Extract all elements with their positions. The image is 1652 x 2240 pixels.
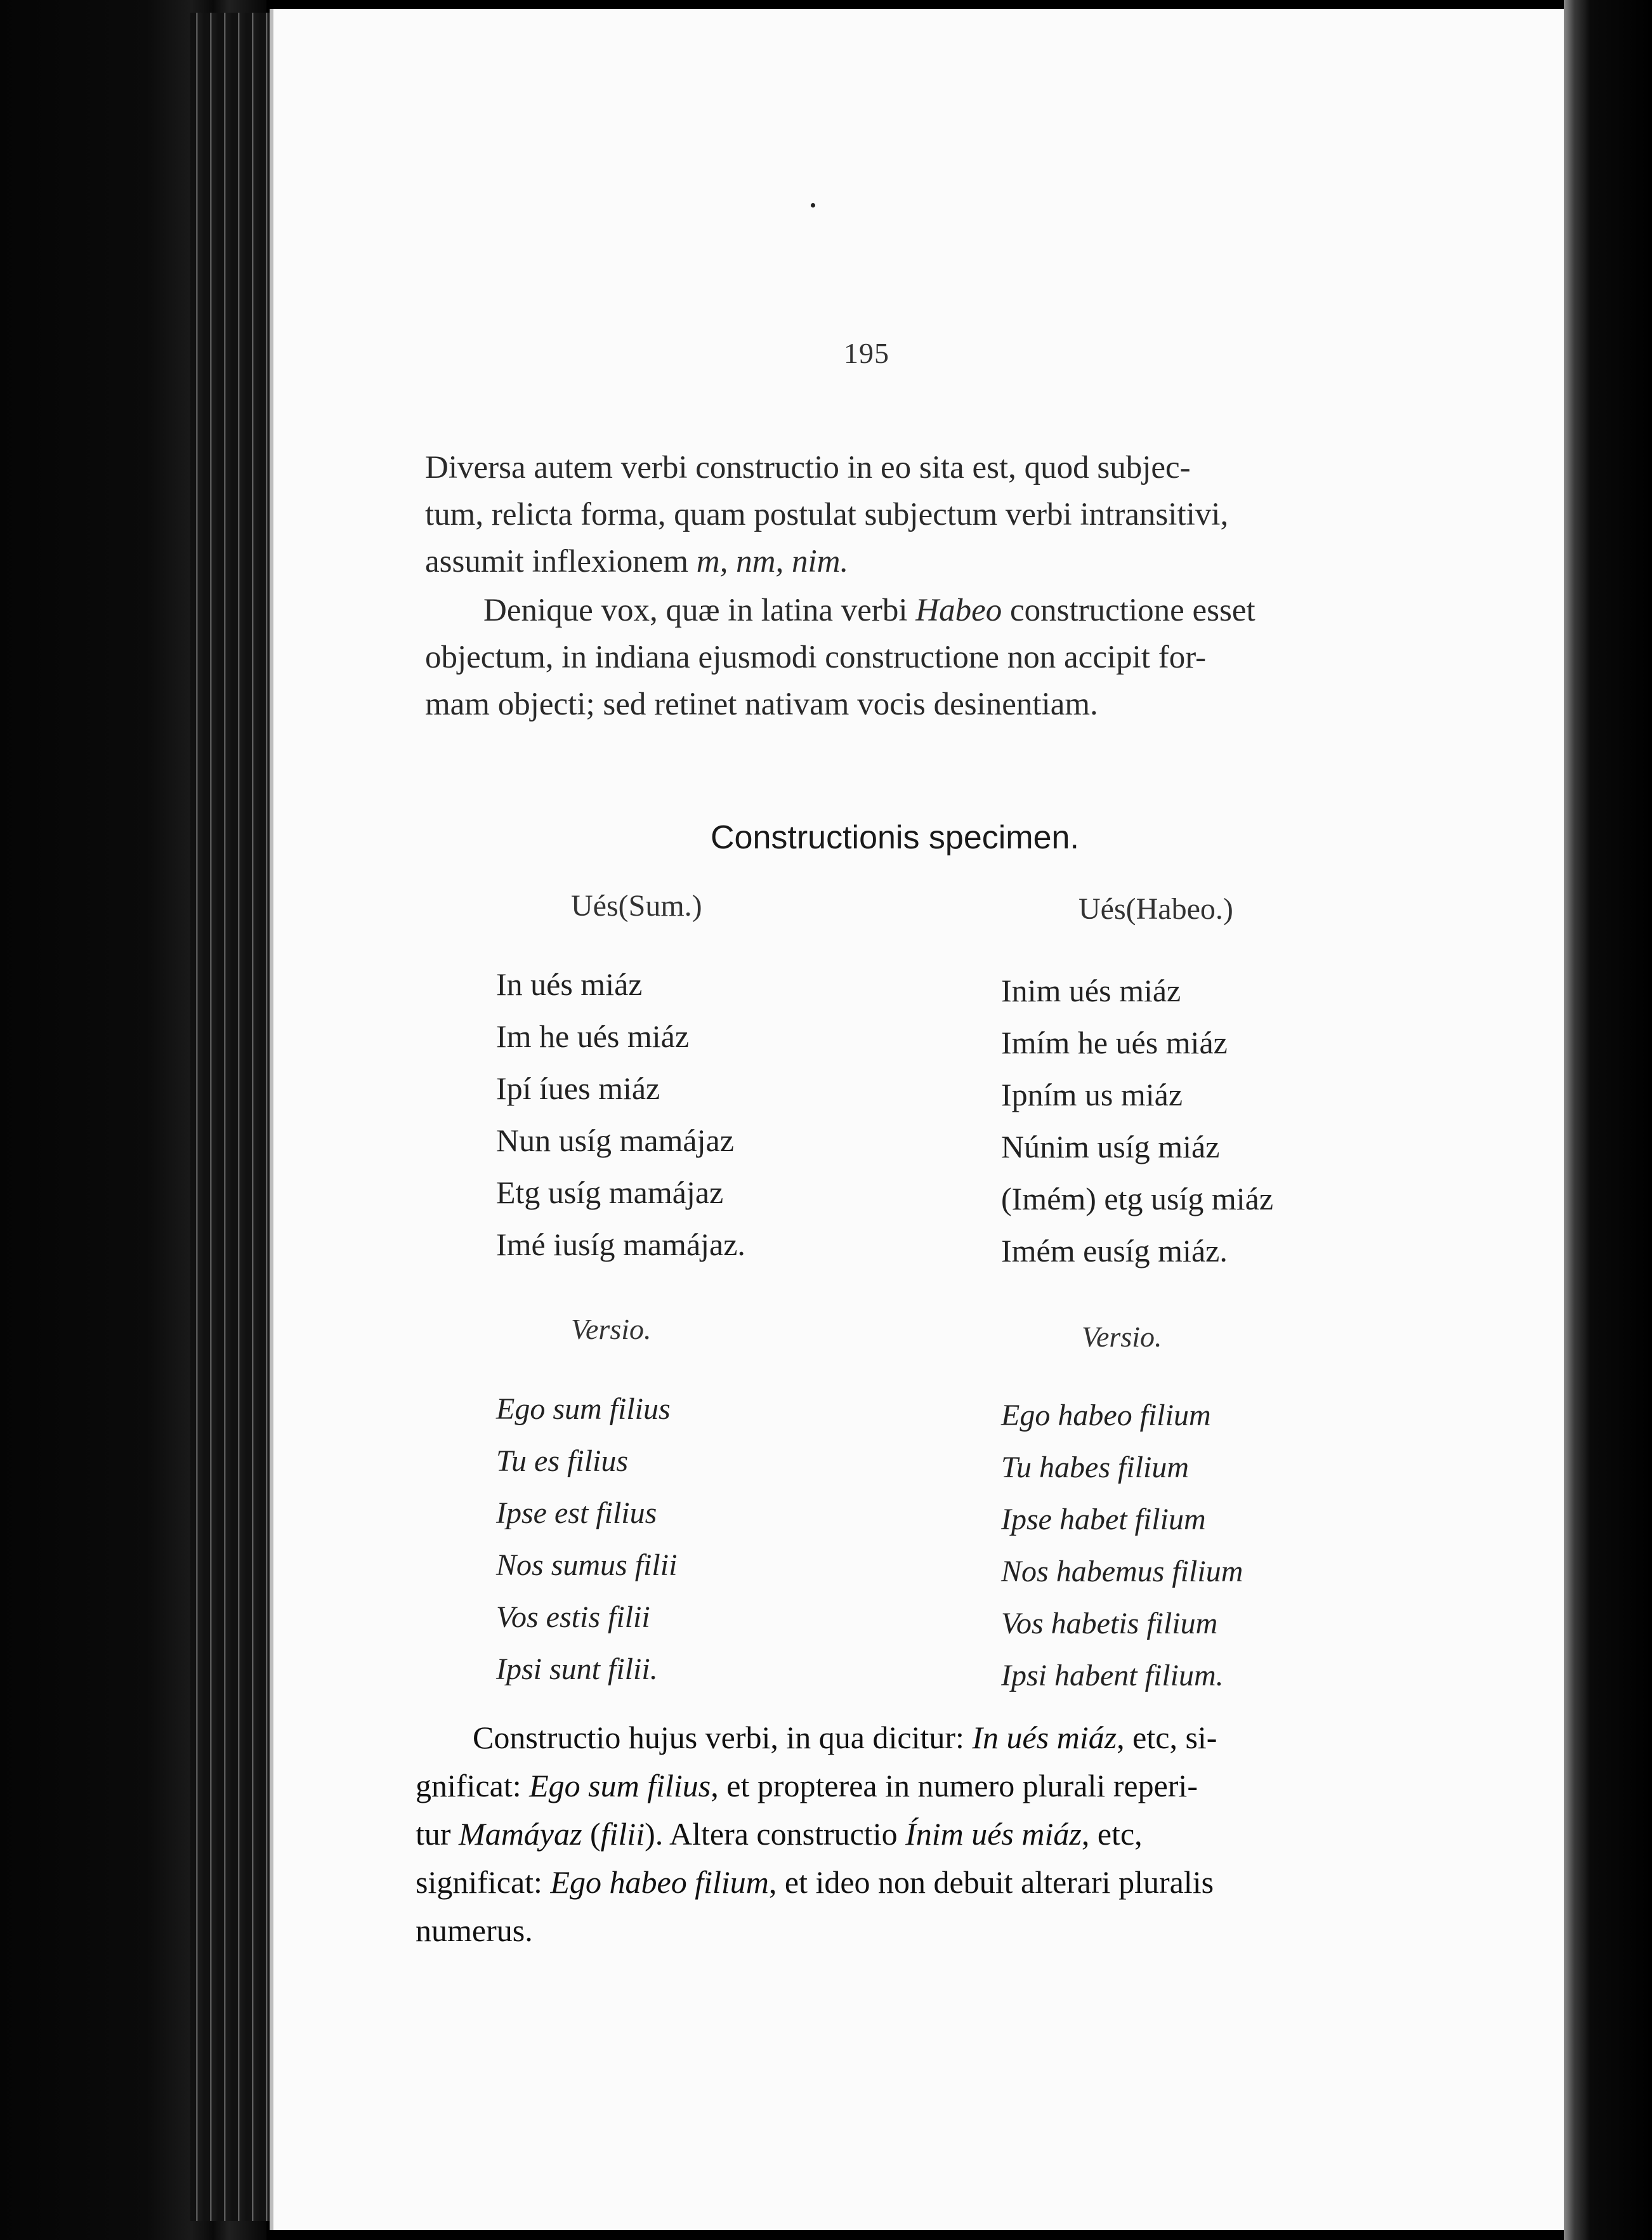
text-line bbox=[425, 538, 1446, 585]
closing-paragraph bbox=[416, 1713, 1443, 1954]
text-segment: gnificat: bbox=[416, 1768, 530, 1803]
scan-speck bbox=[811, 203, 815, 208]
text-segment: assumit inflexionem bbox=[425, 544, 697, 579]
page-number: 195 bbox=[844, 337, 889, 369]
text-line bbox=[416, 1810, 1443, 1858]
versio-label-left: Versio. bbox=[571, 1313, 652, 1345]
list-item: Imím he ués miáz bbox=[1001, 1025, 1228, 1060]
list-item: Nos sumus filii bbox=[496, 1548, 678, 1582]
italic-phrase: In ués miáz bbox=[972, 1720, 1117, 1755]
list-item: Inim ués miáz bbox=[1001, 973, 1181, 1008]
column-header-habeo: Ués(Habeo.) bbox=[1078, 892, 1233, 926]
text-line bbox=[425, 587, 1446, 634]
list-item: Núnim usíg miáz bbox=[1001, 1129, 1220, 1164]
sum-translation-list bbox=[496, 1383, 677, 1696]
list-item: Ego sum filius bbox=[496, 1392, 671, 1426]
list-item: (Imém) etg usíg miáz bbox=[1001, 1181, 1274, 1216]
list-item: Ipsi sunt filii. bbox=[496, 1652, 658, 1686]
list-item: Vos habetis filium bbox=[1001, 1607, 1218, 1640]
list-item: Ipí íues miáz bbox=[496, 1071, 660, 1106]
list-item: Ipsi habent filium. bbox=[1001, 1659, 1224, 1692]
habeo-translation-list bbox=[1001, 1390, 1243, 1702]
list-item: Ipse habet filium bbox=[1001, 1503, 1206, 1536]
specimen-heading: Constructionis specimen. bbox=[711, 819, 1079, 856]
text-segment: Constructio hujus verbi, in qua dicitur: bbox=[473, 1720, 973, 1755]
text-line bbox=[416, 1713, 1443, 1762]
text-segment: significat: bbox=[416, 1864, 551, 1900]
text-segment: , etc, bbox=[1081, 1816, 1143, 1852]
list-item: Tu es filius bbox=[496, 1444, 629, 1478]
list-item: Ipse est filius bbox=[496, 1496, 657, 1530]
text-segment: , et ideo non debuit alterari pluralis bbox=[768, 1864, 1214, 1900]
scanner-background-right bbox=[1564, 0, 1652, 2240]
list-item: Vos estis filii bbox=[496, 1600, 650, 1634]
text-line: numerus. bbox=[416, 1913, 533, 1948]
italic-phrase: Ínim ués miáz bbox=[905, 1816, 1082, 1852]
text-segment: , etc, si- bbox=[1117, 1720, 1217, 1755]
list-item: Imé iusíg mamájaz. bbox=[496, 1227, 745, 1262]
list-item: Nun usíg mamájaz bbox=[496, 1123, 734, 1158]
italic-phrase: Ego sum filius bbox=[529, 1768, 711, 1803]
second-paragraph bbox=[425, 587, 1446, 728]
italic-phrase: filii bbox=[600, 1816, 645, 1852]
text-segment: constructione esset bbox=[1002, 593, 1255, 628]
italic-phrase: Ego habeo filium bbox=[550, 1864, 769, 1900]
text-line: objectum, in indiana ejusmodi constructione non accipit for- bbox=[425, 640, 1207, 675]
inflexion-list: m, nm, nim. bbox=[696, 544, 849, 579]
list-item: Tu habes filium bbox=[1001, 1451, 1190, 1484]
text-segment: ). Altera constructio bbox=[645, 1816, 906, 1852]
list-item: Ipním us miáz bbox=[1001, 1077, 1183, 1112]
italic-phrase: Mamáyaz bbox=[459, 1816, 582, 1852]
text-segment: , et propterea in numero plurali reperi- bbox=[711, 1768, 1198, 1803]
list-item: Etg usíg mamájaz bbox=[496, 1175, 724, 1210]
text-line: mam objecti; sed retinet nativam vocis desinentiam. bbox=[425, 687, 1098, 722]
list-item: Imém eusíg miáz. bbox=[1001, 1233, 1228, 1268]
list-item: Ego habeo filium bbox=[1001, 1399, 1211, 1432]
text-line: tum, relicta forma, quam postulat subjectum verbi intransitivi, bbox=[425, 497, 1229, 532]
text-line bbox=[416, 1762, 1443, 1810]
text-segment: tur bbox=[416, 1816, 459, 1852]
habeo-forms-list bbox=[1001, 965, 1273, 1277]
list-item: Im he ués miáz bbox=[496, 1018, 690, 1054]
text-segment: ( bbox=[582, 1816, 601, 1852]
italic-word: Habeo bbox=[915, 593, 1002, 628]
intro-paragraph bbox=[425, 444, 1446, 585]
text-segment: Denique vox, quæ in latina verbi bbox=[483, 593, 916, 628]
column-header-sum: Ués(Sum.) bbox=[571, 889, 702, 923]
text-line bbox=[416, 1858, 1443, 1906]
list-item: Nos habemus filium bbox=[1001, 1555, 1243, 1588]
book-page-edges bbox=[190, 13, 273, 2221]
versio-label-right: Versio. bbox=[1082, 1321, 1162, 1353]
text-line: Diversa autem verbi constructio in eo sita est, quod subjec- bbox=[425, 450, 1191, 485]
sum-forms-list bbox=[496, 958, 745, 1270]
list-item: In ués miáz bbox=[496, 966, 643, 1002]
